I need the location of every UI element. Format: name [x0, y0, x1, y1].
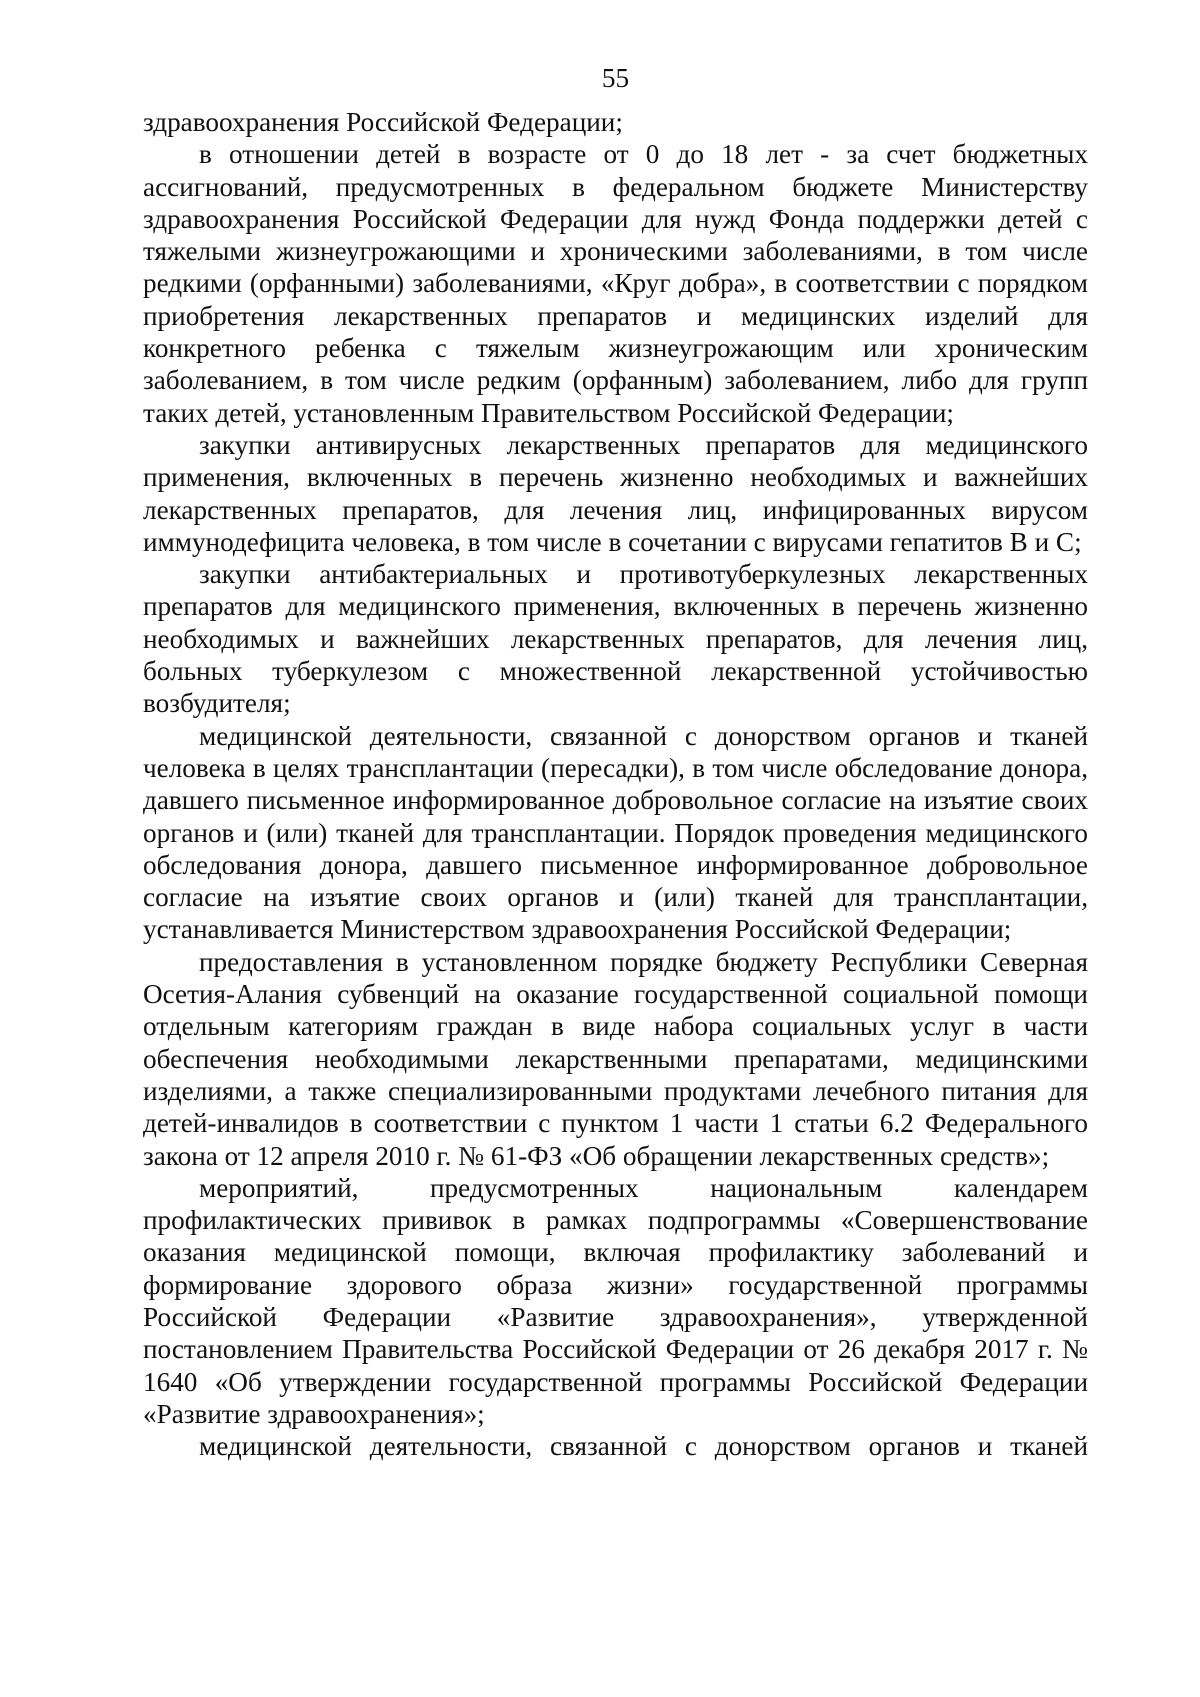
paragraph-vaccination-calendar: мероприятий, предусмотренных национальным календарем профилактических прививок в рамках подпрограммы «Совершенствование оказания медицинской помощи, включая профилактику заболеваний и формирование здорового образа жизни» государственной программы Российской Федерации «Развитие здравоохранения», утвержденной постановлением Правительства Российской Федерации от 26 декабря 2017 г. № 1640 «Об утверждении государственной программы Российской Федерации «Развитие здравоохранения»; — [143, 1172, 1088, 1429]
paragraph-organ-donation: медицинской деятельности, связанной с донорством органов и тканей человека в целях трансплантации (пересадки), в том числе обследование донора, давшего письменное информированное добровольное согласие на изъятие своих органов и (или) тканей для трансплантации. Порядок проведения медицинского обследования донора, давшего письменное информированное добровольное согласие на изъятие своих органов и (или) тканей для трансплантации, устанавливается Министерством здравоохранения Российской Федерации; — [143, 720, 1088, 945]
document-page — [143, 62, 1088, 1462]
paragraph-children-0-18: в отношении детей в возрасте от 0 до 18 лет - за счет бюджетных ассигнований, предусмотренных в федеральном бюджете Министерству здравоохранения Российской Федерации для нужд Фонда поддержки детей с тяжелыми жизнеугрожающими и хроническими заболеваниями, в том числе редкими (орфанными) заболеваниями, «Круг добра», в соответствии с порядком приобретения лекарственных препаратов и медицинских изделий для конкретного ребенка с тяжелым жизнеугрожающим или хроническим заболеванием, в том числе редким (орфанным) заболеванием, либо для групп таких детей, установленным Правительством Российской Федерации; — [143, 139, 1088, 428]
paragraph-antibacterial-purchases: закупки антибактериальных и противотуберкулезных лекарственных препаратов для медицинского применения, включенных в перечень жизненно необходимых и важнейших лекарственных препаратов, для лечения лиц, больных туберкулезом с множественной лекарственной устойчивостью возбудителя; — [143, 559, 1088, 719]
paragraph-organ-donation-continued: медицинской деятельности, связанной с донорством органов и тканей — [199, 1431, 1088, 1462]
page-number: 55 — [601, 63, 630, 93]
paragraph-antiviral-purchases: закупки антивирусных лекарственных препаратов для медицинского применения, включенных в перечень жизненно необходимых и важнейших лекарственных препаратов, для лечения лиц, инфицированных вирусом иммунодефицита человека, в том числе в сочетании с вирусами гепатитов B и C; — [143, 429, 1088, 557]
paragraph-north-ossetia-subventions: предоставления в установленном порядке бюджету Республики Северная Осетия-Алания субвенций на оказание государственной социальной помощи отдельным категориям граждан в виде набора социальных услуг в части обеспечения необходимыми лекарственными препаратами, медицинскими изделиями, а также специализированными продуктами лечебного питания для детей-инвалидов в соответствии с пунктом 1 части 1 статьи 6.2 Федерального закона от 12 апреля 2010 г. № 61-ФЗ «Об обращении лекарственных средств»; — [143, 946, 1088, 1171]
paragraph-continuation: здравоохранения Российской Федерации; — [143, 107, 623, 137]
